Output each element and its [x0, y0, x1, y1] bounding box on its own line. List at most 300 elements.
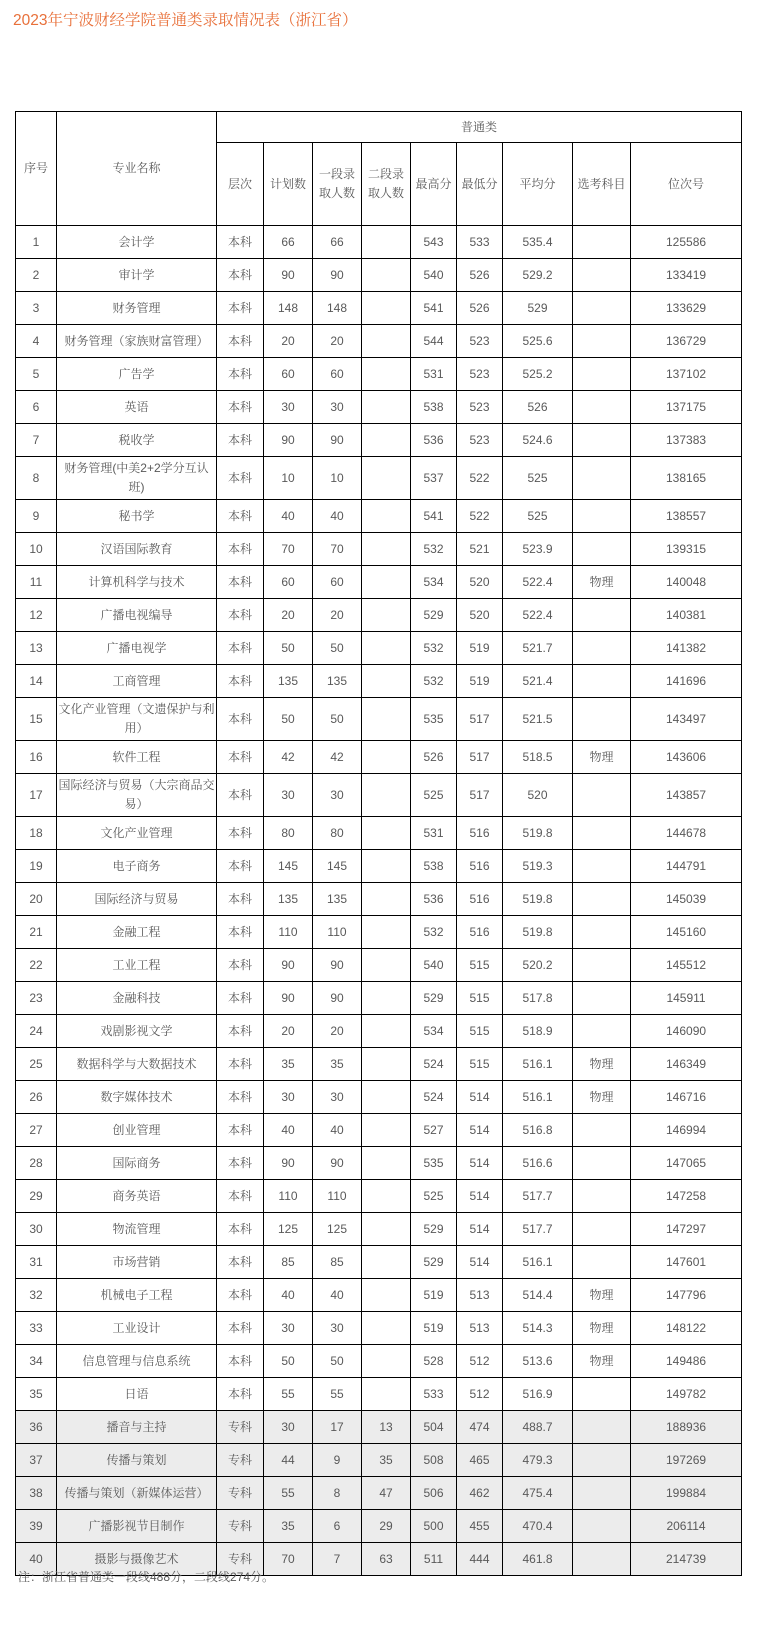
- row-plan-count: 20: [264, 599, 313, 632]
- row-major-name: 广告学: [57, 358, 217, 391]
- row-plan-count: 85: [264, 1246, 313, 1279]
- row-rank-number: 137102: [631, 358, 742, 391]
- table-row: [16, 741, 742, 774]
- table-row: [16, 817, 742, 850]
- row-seg1-admitted: 60: [313, 566, 362, 599]
- row-seg1-admitted: 30: [313, 1081, 362, 1114]
- row-level: 本科: [217, 457, 264, 500]
- row-rank-number: 146716: [631, 1081, 742, 1114]
- row-plan-count: 40: [264, 1114, 313, 1147]
- row-seg2-admitted: [362, 259, 411, 292]
- row-avg-score: 529.2: [503, 259, 573, 292]
- row-level: 本科: [217, 741, 264, 774]
- row-avg-score: 519.8: [503, 883, 573, 916]
- row-avg-score: 516.6: [503, 1147, 573, 1180]
- row-seg1-admitted: 110: [313, 916, 362, 949]
- row-level: 本科: [217, 1345, 264, 1378]
- row-plan-count: 55: [264, 1378, 313, 1411]
- row-seg1-admitted: 70: [313, 533, 362, 566]
- row-index: 24: [16, 1015, 57, 1048]
- row-seg2-admitted: [362, 698, 411, 741]
- row-max-score: 506: [411, 1477, 457, 1510]
- row-min-score: 515: [457, 949, 503, 982]
- row-min-score: 523: [457, 391, 503, 424]
- row-max-score: 531: [411, 358, 457, 391]
- row-plan-count: 90: [264, 259, 313, 292]
- row-min-score: 513: [457, 1279, 503, 1312]
- row-elective-subject: [573, 665, 631, 698]
- row-seg1-admitted: 55: [313, 1378, 362, 1411]
- row-plan-count: 135: [264, 665, 313, 698]
- row-seg2-admitted: [362, 1180, 411, 1213]
- row-seg1-admitted: 30: [313, 391, 362, 424]
- header-index: 序号: [16, 112, 57, 226]
- row-level: 本科: [217, 292, 264, 325]
- row-index: 34: [16, 1345, 57, 1378]
- row-avg-score: 529: [503, 292, 573, 325]
- row-major-name: 工业工程: [57, 949, 217, 982]
- row-index: 13: [16, 632, 57, 665]
- row-plan-count: 30: [264, 1081, 313, 1114]
- row-level: 专科: [217, 1510, 264, 1543]
- row-max-score: 528: [411, 1345, 457, 1378]
- table-body: [16, 226, 742, 1576]
- row-seg1-admitted: 30: [313, 1312, 362, 1345]
- row-seg2-admitted: [362, 1279, 411, 1312]
- row-seg2-admitted: [362, 599, 411, 632]
- row-elective-subject: [573, 817, 631, 850]
- row-avg-score: 516.9: [503, 1378, 573, 1411]
- row-min-score: 521: [457, 533, 503, 566]
- row-level: 本科: [217, 632, 264, 665]
- header-avg-score: 平均分: [503, 143, 573, 226]
- row-plan-count: 42: [264, 741, 313, 774]
- row-major-name: 工商管理: [57, 665, 217, 698]
- row-major-name: 广播电视编导: [57, 599, 217, 632]
- row-index: 16: [16, 741, 57, 774]
- row-min-score: 517: [457, 774, 503, 817]
- row-max-score: 537: [411, 457, 457, 500]
- row-elective-subject: [573, 1015, 631, 1048]
- row-plan-count: 44: [264, 1444, 313, 1477]
- row-max-score: 500: [411, 1510, 457, 1543]
- row-seg2-admitted: [362, 500, 411, 533]
- row-min-score: 516: [457, 916, 503, 949]
- row-plan-count: 90: [264, 1147, 313, 1180]
- row-seg1-admitted: 60: [313, 358, 362, 391]
- row-avg-score: 514.4: [503, 1279, 573, 1312]
- row-level: 本科: [217, 916, 264, 949]
- row-level: 本科: [217, 1180, 264, 1213]
- table-row: [16, 632, 742, 665]
- row-seg2-admitted: 29: [362, 1510, 411, 1543]
- row-avg-score: 522.4: [503, 599, 573, 632]
- row-min-score: 517: [457, 741, 503, 774]
- row-seg1-admitted: 20: [313, 325, 362, 358]
- row-seg2-admitted: 35: [362, 1444, 411, 1477]
- row-max-score: 525: [411, 1180, 457, 1213]
- row-max-score: 534: [411, 1015, 457, 1048]
- table-row: [16, 883, 742, 916]
- row-major-name: 传播与策划: [57, 1444, 217, 1477]
- row-avg-score: 520: [503, 774, 573, 817]
- row-rank-number: 199884: [631, 1477, 742, 1510]
- row-plan-count: 145: [264, 850, 313, 883]
- row-rank-number: 141382: [631, 632, 742, 665]
- row-elective-subject: [573, 698, 631, 741]
- row-seg2-admitted: [362, 1378, 411, 1411]
- row-min-score: 455: [457, 1510, 503, 1543]
- row-major-name: 数据科学与大数据技术: [57, 1048, 217, 1081]
- row-rank-number: 197269: [631, 1444, 742, 1477]
- table-row: [16, 1477, 742, 1510]
- table-row: [16, 1345, 742, 1378]
- row-elective-subject: [573, 949, 631, 982]
- row-level: 专科: [217, 1444, 264, 1477]
- row-elective-subject: [573, 391, 631, 424]
- row-rank-number: 143497: [631, 698, 742, 741]
- row-min-score: 523: [457, 358, 503, 391]
- row-major-name: 戏剧影视文学: [57, 1015, 217, 1048]
- row-major-name: 摄影与摄像艺术: [57, 1543, 217, 1576]
- row-index: 32: [16, 1279, 57, 1312]
- row-min-score: 522: [457, 457, 503, 500]
- row-rank-number: 188936: [631, 1411, 742, 1444]
- header-max-score: 最高分: [411, 143, 457, 226]
- row-rank-number: 145911: [631, 982, 742, 1015]
- row-max-score: 527: [411, 1114, 457, 1147]
- row-seg2-admitted: [362, 665, 411, 698]
- row-major-name: 日语: [57, 1378, 217, 1411]
- row-major-name: 秘书学: [57, 500, 217, 533]
- row-level: 本科: [217, 982, 264, 1015]
- row-major-name: 工业设计: [57, 1312, 217, 1345]
- row-major-name: 创业管理: [57, 1114, 217, 1147]
- row-index: 22: [16, 949, 57, 982]
- row-level: 本科: [217, 533, 264, 566]
- row-seg1-admitted: 7: [313, 1543, 362, 1576]
- row-seg1-admitted: 90: [313, 982, 362, 1015]
- row-avg-score: 514.3: [503, 1312, 573, 1345]
- row-seg1-admitted: 135: [313, 665, 362, 698]
- header-elective-subject: 选考科目: [573, 143, 631, 226]
- row-level: 本科: [217, 226, 264, 259]
- table-row: [16, 358, 742, 391]
- row-max-score: 524: [411, 1048, 457, 1081]
- row-seg1-admitted: 17: [313, 1411, 362, 1444]
- row-level: 专科: [217, 1477, 264, 1510]
- row-seg2-admitted: [362, 1345, 411, 1378]
- row-max-score: 529: [411, 1213, 457, 1246]
- row-plan-count: 90: [264, 982, 313, 1015]
- row-major-name: 国际经济与贸易（大宗商品交易）: [57, 774, 217, 817]
- row-seg2-admitted: [362, 1048, 411, 1081]
- row-index: 26: [16, 1081, 57, 1114]
- row-avg-score: 475.4: [503, 1477, 573, 1510]
- table-header: [16, 112, 742, 226]
- row-level: 本科: [217, 698, 264, 741]
- row-min-score: 515: [457, 982, 503, 1015]
- row-index: 38: [16, 1477, 57, 1510]
- row-avg-score: 525: [503, 457, 573, 500]
- row-rank-number: 149486: [631, 1345, 742, 1378]
- row-major-name: 审计学: [57, 259, 217, 292]
- row-major-name: 物流管理: [57, 1213, 217, 1246]
- row-plan-count: 70: [264, 1543, 313, 1576]
- row-major-name: 英语: [57, 391, 217, 424]
- row-elective-subject: [573, 774, 631, 817]
- row-avg-score: 516.1: [503, 1048, 573, 1081]
- row-max-score: 535: [411, 698, 457, 741]
- row-seg2-admitted: [362, 1147, 411, 1180]
- row-plan-count: 50: [264, 698, 313, 741]
- row-level: 本科: [217, 850, 264, 883]
- row-seg1-admitted: 40: [313, 1114, 362, 1147]
- row-elective-subject: 物理: [573, 741, 631, 774]
- table-row: [16, 1180, 742, 1213]
- row-seg1-admitted: 125: [313, 1213, 362, 1246]
- row-avg-score: 520.2: [503, 949, 573, 982]
- row-rank-number: 139315: [631, 533, 742, 566]
- table-row: [16, 599, 742, 632]
- header-group-putongllei: 普通类: [217, 112, 742, 143]
- row-seg1-admitted: 42: [313, 741, 362, 774]
- row-elective-subject: [573, 982, 631, 1015]
- row-plan-count: 35: [264, 1048, 313, 1081]
- row-rank-number: 147796: [631, 1279, 742, 1312]
- row-min-score: 513: [457, 1312, 503, 1345]
- row-seg1-admitted: 66: [313, 226, 362, 259]
- row-min-score: 523: [457, 424, 503, 457]
- row-level: 本科: [217, 1015, 264, 1048]
- row-elective-subject: [573, 1114, 631, 1147]
- row-rank-number: 145160: [631, 916, 742, 949]
- row-major-name: 播音与主持: [57, 1411, 217, 1444]
- row-elective-subject: [573, 1444, 631, 1477]
- row-avg-score: 521.7: [503, 632, 573, 665]
- row-avg-score: 522.4: [503, 566, 573, 599]
- row-seg2-admitted: [362, 1081, 411, 1114]
- row-index: 2: [16, 259, 57, 292]
- row-level: 本科: [217, 1246, 264, 1279]
- row-max-score: 529: [411, 982, 457, 1015]
- row-elective-subject: [573, 916, 631, 949]
- row-index: 35: [16, 1378, 57, 1411]
- row-max-score: 536: [411, 883, 457, 916]
- row-elective-subject: [573, 500, 631, 533]
- row-index: 25: [16, 1048, 57, 1081]
- table-row: [16, 982, 742, 1015]
- row-seg1-admitted: 35: [313, 1048, 362, 1081]
- row-max-score: 532: [411, 916, 457, 949]
- table-row: [16, 1411, 742, 1444]
- row-min-score: 520: [457, 566, 503, 599]
- row-index: 11: [16, 566, 57, 599]
- row-major-name: 国际商务: [57, 1147, 217, 1180]
- row-rank-number: 148122: [631, 1312, 742, 1345]
- row-avg-score: 525.6: [503, 325, 573, 358]
- row-index: 4: [16, 325, 57, 358]
- row-seg1-admitted: 110: [313, 1180, 362, 1213]
- row-elective-subject: [573, 1147, 631, 1180]
- row-major-name: 税收学: [57, 424, 217, 457]
- row-plan-count: 90: [264, 424, 313, 457]
- row-seg1-admitted: 30: [313, 774, 362, 817]
- header-min-score: 最低分: [457, 143, 503, 226]
- row-rank-number: 147258: [631, 1180, 742, 1213]
- row-elective-subject: [573, 457, 631, 500]
- row-seg1-admitted: 20: [313, 599, 362, 632]
- row-seg2-admitted: [362, 358, 411, 391]
- row-max-score: 541: [411, 292, 457, 325]
- row-seg2-admitted: [362, 391, 411, 424]
- row-avg-score: 525: [503, 500, 573, 533]
- row-seg2-admitted: [362, 292, 411, 325]
- row-plan-count: 80: [264, 817, 313, 850]
- table-row: [16, 774, 742, 817]
- row-avg-score: 516.8: [503, 1114, 573, 1147]
- admissions-table-container: [15, 111, 741, 1576]
- row-rank-number: 141696: [631, 665, 742, 698]
- row-level: 本科: [217, 259, 264, 292]
- row-avg-score: 525.2: [503, 358, 573, 391]
- row-rank-number: 147297: [631, 1213, 742, 1246]
- row-index: 7: [16, 424, 57, 457]
- row-seg2-admitted: [362, 741, 411, 774]
- row-rank-number: 146994: [631, 1114, 742, 1147]
- row-min-score: 516: [457, 817, 503, 850]
- row-min-score: 512: [457, 1378, 503, 1411]
- admissions-table: [15, 111, 742, 1576]
- row-rank-number: 140048: [631, 566, 742, 599]
- row-rank-number: 147601: [631, 1246, 742, 1279]
- row-index: 6: [16, 391, 57, 424]
- row-seg2-admitted: [362, 1312, 411, 1345]
- row-seg1-admitted: 90: [313, 424, 362, 457]
- row-level: 本科: [217, 883, 264, 916]
- row-min-score: 519: [457, 632, 503, 665]
- row-rank-number: 133419: [631, 259, 742, 292]
- row-seg2-admitted: [362, 850, 411, 883]
- row-major-name: 国际经济与贸易: [57, 883, 217, 916]
- row-level: 本科: [217, 1378, 264, 1411]
- row-major-name: 商务英语: [57, 1180, 217, 1213]
- row-rank-number: 138557: [631, 500, 742, 533]
- row-max-score: 526: [411, 741, 457, 774]
- row-seg2-admitted: [362, 883, 411, 916]
- row-min-score: 519: [457, 665, 503, 698]
- row-index: 8: [16, 457, 57, 500]
- row-index: 40: [16, 1543, 57, 1576]
- row-max-score: 533: [411, 1378, 457, 1411]
- row-index: 21: [16, 916, 57, 949]
- row-index: 23: [16, 982, 57, 1015]
- row-elective-subject: [573, 358, 631, 391]
- row-major-name: 财务管理（家族财富管理）: [57, 325, 217, 358]
- table-row: [16, 1147, 742, 1180]
- row-elective-subject: [573, 1213, 631, 1246]
- row-major-name: 汉语国际教育: [57, 533, 217, 566]
- row-index: 12: [16, 599, 57, 632]
- row-elective-subject: 物理: [573, 566, 631, 599]
- row-elective-subject: [573, 226, 631, 259]
- row-min-score: 514: [457, 1114, 503, 1147]
- row-max-score: 538: [411, 391, 457, 424]
- row-major-name: 文化产业管理: [57, 817, 217, 850]
- table-row: [16, 457, 742, 500]
- row-max-score: 529: [411, 599, 457, 632]
- row-max-score: 525: [411, 774, 457, 817]
- row-rank-number: 138165: [631, 457, 742, 500]
- row-major-name: 会计学: [57, 226, 217, 259]
- row-max-score: 532: [411, 665, 457, 698]
- row-plan-count: 55: [264, 1477, 313, 1510]
- header-plan-count: 计划数: [264, 143, 313, 226]
- row-avg-score: 470.4: [503, 1510, 573, 1543]
- row-index: 1: [16, 226, 57, 259]
- row-min-score: 526: [457, 259, 503, 292]
- table-row: [16, 500, 742, 533]
- row-min-score: 515: [457, 1015, 503, 1048]
- row-rank-number: 136729: [631, 325, 742, 358]
- row-seg1-admitted: 90: [313, 259, 362, 292]
- row-level: 本科: [217, 325, 264, 358]
- row-index: 27: [16, 1114, 57, 1147]
- row-avg-score: 517.8: [503, 982, 573, 1015]
- table-row: [16, 698, 742, 741]
- row-elective-subject: [573, 1477, 631, 1510]
- table-row: [16, 665, 742, 698]
- row-elective-subject: [573, 325, 631, 358]
- row-min-score: 514: [457, 1213, 503, 1246]
- row-rank-number: 140381: [631, 599, 742, 632]
- row-seg2-admitted: 13: [362, 1411, 411, 1444]
- row-plan-count: 30: [264, 391, 313, 424]
- table-row: [16, 1081, 742, 1114]
- row-seg1-admitted: 6: [313, 1510, 362, 1543]
- row-elective-subject: [573, 533, 631, 566]
- row-level: 本科: [217, 1279, 264, 1312]
- row-plan-count: 125: [264, 1213, 313, 1246]
- row-major-name: 计算机科学与技术: [57, 566, 217, 599]
- row-rank-number: 144678: [631, 817, 742, 850]
- row-index: 19: [16, 850, 57, 883]
- row-seg1-admitted: 80: [313, 817, 362, 850]
- table-row: [16, 949, 742, 982]
- row-seg2-admitted: [362, 1015, 411, 1048]
- row-seg1-admitted: 90: [313, 949, 362, 982]
- table-row: [16, 1312, 742, 1345]
- row-elective-subject: [573, 1180, 631, 1213]
- row-elective-subject: [573, 424, 631, 457]
- row-index: 20: [16, 883, 57, 916]
- row-seg1-admitted: 90: [313, 1147, 362, 1180]
- row-seg2-admitted: [362, 982, 411, 1015]
- row-avg-score: 513.6: [503, 1345, 573, 1378]
- row-plan-count: 60: [264, 566, 313, 599]
- row-avg-score: 526: [503, 391, 573, 424]
- row-avg-score: 519.3: [503, 850, 573, 883]
- row-min-score: 516: [457, 883, 503, 916]
- row-plan-count: 50: [264, 1345, 313, 1378]
- table-row: [16, 1279, 742, 1312]
- row-max-score: 519: [411, 1279, 457, 1312]
- row-major-name: 财务管理(中美2+2学分互认班): [57, 457, 217, 500]
- row-plan-count: 35: [264, 1510, 313, 1543]
- row-elective-subject: [573, 599, 631, 632]
- row-avg-score: 517.7: [503, 1213, 573, 1246]
- row-avg-score: 517.7: [503, 1180, 573, 1213]
